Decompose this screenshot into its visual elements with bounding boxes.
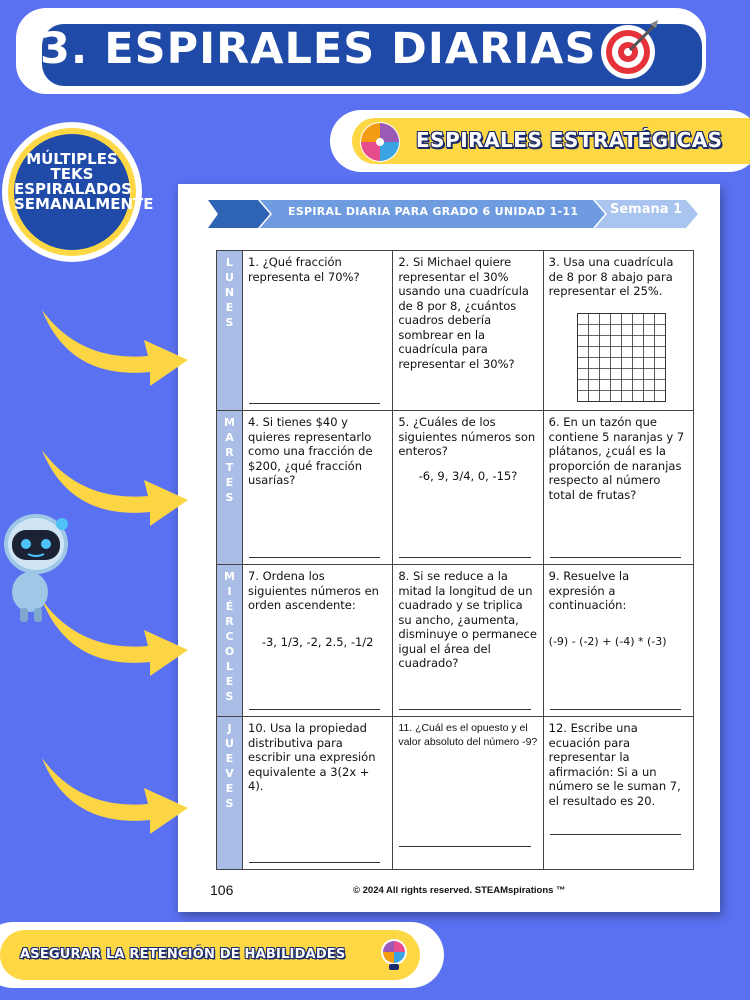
page-title: 3. ESPIRALES DIARIAS <box>40 24 597 74</box>
yellow-arrow <box>40 748 190 838</box>
badge-text: MÚLTIPLES TEKS ESPIRALADOS SEMANALMENTE <box>14 150 154 213</box>
question-10: 10. Usa la propiedad distributiva para escribir una expresión equivalente a 3(2x + 4). <box>243 717 393 870</box>
answer-line[interactable] <box>399 557 530 558</box>
bottom-label: ASEGURAR LA RETENCIÓN DE HABILIDADES <box>20 947 346 962</box>
answer-line[interactable] <box>249 403 380 404</box>
question-2: 2. Si Michael quiere representar el 30% usando una cuadrícula de 8 por 8, ¿cuántos cuadros debería sombrear en la cuadrícula para representar el 30%? <box>393 251 543 411</box>
day-miercoles: M I É R C O L E S <box>217 565 243 717</box>
question-6: 6. En un tazón que contiene 5 naranjas y 7 plátanos, ¿cuál es la proporción de naranjas respecto al número total de frutas? <box>543 411 693 565</box>
strategy-icon <box>358 120 402 164</box>
row-martes <box>217 411 694 565</box>
row-lunes <box>217 251 694 411</box>
question-1: 1. ¿Qué fracción representa el 70%? <box>243 251 393 411</box>
question-12: 12. Escribe una ecuación para representar la afirmación: Si a un número se le suman 7, el resultado es 20. <box>543 717 693 870</box>
row-jueves <box>217 717 694 870</box>
answer-line[interactable] <box>249 709 380 710</box>
question-4: 4. Si tienes $40 y quieres representarlo como una fracción de $200, ¿qué fracción usarías? <box>243 411 393 565</box>
worksheet-page <box>178 184 720 912</box>
q7-values: -3, 1/3, -2, 2.5, -1/2 <box>261 634 374 649</box>
copyright: © 2024 All rights reserved. STEAMspirations ™ <box>353 885 566 896</box>
spiral-grid <box>216 250 694 870</box>
answer-line[interactable] <box>249 557 380 558</box>
answer-line[interactable] <box>550 834 681 835</box>
day-martes: M A R T E S <box>217 411 243 565</box>
q5-values: -6, 9, 3/4, 0, -15? <box>418 468 518 483</box>
question-3: 3. Usa una cuadrícula de 8 por 8 abajo para representar el 25%. <box>543 251 693 411</box>
answer-line[interactable] <box>550 557 681 558</box>
answer-line[interactable] <box>550 709 681 710</box>
q9-expression: (-9) - (-2) + (-4) * (-3) <box>548 634 667 648</box>
yellow-arrow <box>40 300 190 390</box>
question-8: 8. Si se reduce a la mitad la longitud de un cuadrado y se triplica su ancho, ¿aumenta, disminuye o permanece igual el área del cuadrado? <box>393 565 543 717</box>
answer-line[interactable] <box>249 862 380 863</box>
question-9: 9. Resuelve la expresión a continuación: (-9) - (-2) + (-4) * (-3) <box>543 565 693 717</box>
robot-mascot <box>0 500 80 625</box>
question-5: 5. ¿Cuáles de los siguientes números son enteros? -6, 9, 3/4, 0, -15? <box>393 411 543 565</box>
worksheet-title: ESPIRAL DIARIA PARA GRADO 6 UNIDAD 1-11 <box>288 205 579 218</box>
page-number: 106 <box>210 882 234 898</box>
row-miercoles <box>217 565 694 717</box>
day-jueves: J U E V E S <box>217 717 243 870</box>
answer-line[interactable] <box>399 709 530 710</box>
day-lunes: L U N E S <box>217 251 243 411</box>
question-11: 11. ¿Cuál es el opuesto y el valor absoluto del número -9? <box>393 717 543 870</box>
answer-line[interactable] <box>399 846 530 847</box>
lightbulb-icon <box>376 936 412 974</box>
question-7: 7. Ordena los siguientes números en orden ascendente: -3, 1/3, -2, 2.5, -1/2 <box>243 565 393 717</box>
eight-by-eight-grid[interactable] <box>577 313 667 403</box>
target-icon <box>598 18 662 82</box>
strategic-label: ESPIRALES ESTRATÉGICAS <box>416 128 723 152</box>
worksheet-week: Semana 1 <box>610 202 683 217</box>
